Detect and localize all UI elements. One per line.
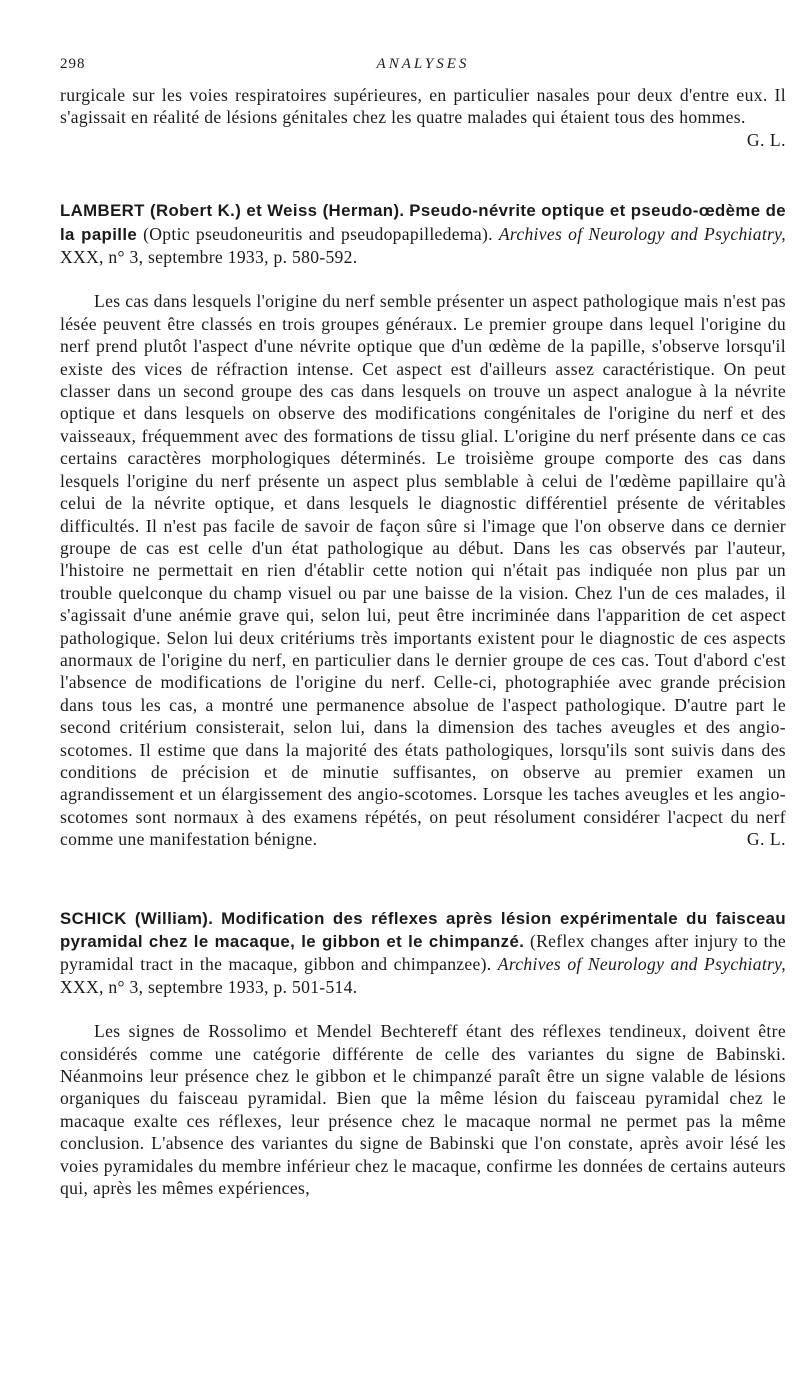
review-journal: Archives of Neurology and Psychiatry, [498, 223, 786, 244]
previous-review-text: rurgicale sur les voies respiratoires supérieures, en particulier nasales pour deux d'entre eux. Il s'agissait en réalité de lésions génitales chez les quatre malades qui étaient tous des hommes. [60, 85, 786, 128]
review-abstract-lambert [60, 290, 786, 850]
running-head [60, 56, 786, 76]
review-journal: Archives of Neurology and Psychiatry, [497, 954, 786, 975]
reviewer-signature: G. L. [746, 829, 786, 850]
review-citation: XXX, n° 3, septembre 1933, p. 501-514. [60, 976, 358, 997]
running-title: ANALYSES [376, 56, 470, 72]
review-author: LAMBERT (Robert K.) et Weiss (Herman). [60, 201, 405, 221]
review-english-title: (Reflex changes after injury to the pyramidal tract in the macaque, gibbon and chimpanzee). [60, 931, 787, 975]
previous-review-tail [60, 84, 786, 150]
review-author: SCHICK (William). [60, 908, 214, 928]
review-abstract-schick [60, 1020, 786, 1199]
review-title: Modification des réflexes après lésion expérimentale du faisceau pyramidal chez le macaque, le gibbon et le chimpanzé. [60, 908, 786, 951]
page-number: 298 [60, 56, 86, 72]
review-english-title: (Optic pseudoneuritis and pseudopapilledema). [143, 223, 493, 244]
page-content [60, 84, 786, 1199]
review-abstract-text: Les cas dans lesquels l'origine du nerf semble présenter un aspect pathologique mais n'est pas lésée peuvent être classés en trois groupes généraux. Le premier groupe dans lequel l'origine du nerf prend plutôt l'aspect d'une névrite optique que d'un œdème de la papille, s'observe lorsqu'il existe des vices de réfraction intense. Cet aspect est d'ailleurs assez caractéristique. On peut classer dans un second groupe des cas dans lesquels on trouve un aspect analogue à la névrite optique et dans lesquels on observe des modifications congénitales de l'origine du nerf et des vaisseaux, fréquemment avec des formations de tissu glial. L'origine du nerf présente dans ce cas certains caractères morphologiques déterminés. Le troisième groupe comporte des cas dans lesquels l'origine du nerf présente un aspect plus semblable à celui de l'œdème papillaire qu'à celui de la névrite optique, et dans lesquels le diagnostic différentiel présente de véritables difficultés. Il n'est pas facile de savoir de façon sûre si l'image que l'on observe dans ce dernier groupe de cas est celle d'un état pathologique au début. Dans les cas observés par l'auteur, l'histoire ne permettait en rien d'établir cette notion qui n'était pas indiquée non plus par un trouble quelconque du champ visuel ou par une baisse de la vision. Chez l'un de ces malades, il s'agissait d'une anémie grave qui, selon lui, peut être incriminée dans l'apparition de cet aspect pathologique. Selon lui deux critériums très importants existent pour le diagnostic de ces aspects anormaux de l'origine du nerf, en particulier dans le dernier groupe de ces cas. Tout d'abord c'est l'absence de modifications de l'origine du nerf. Celle-ci, photographiée avec grande précision dans tous les cas, a montré une permanence absolue de l'aspect pathologique. D'autre part le second critérium consisterait, selon lui, dans la dimension des taches aveugles et des angio-scotomes. Il estime que dans la majorité des états pathologiques, lorsqu'ils sont suivis dans des conditions de précision et de minutie suffisantes, on observe au premier examen un agrandissement et un élargissement des angio-scotomes. Lorsque les taches aveugles et les angio-scotomes sont normaux à des examens répétés, on peut résolument considérer l'acpect du nerf comme une manifestation bénigne. [60, 291, 786, 850]
reviewer-signature: G. L. [746, 129, 786, 150]
review-heading-lambert [60, 199, 786, 268]
review-title: Pseudo-névrite optique et pseudo-œdème de la papille [60, 201, 786, 244]
review-citation: XXX, n° 3, septembre 1933, p. 580-592. [60, 247, 358, 268]
review-heading-schick [60, 907, 786, 999]
review-abstract-text: Les signes de Rossolimo et Mendel Bechtereff étant des réflexes tendineux, doivent être considérés comme une catégorie différente de celle des variantes du signe de Babinski. Néanmoins leur présence chez le gibbon et le chimpanzé paraît être un signe valable de lésions organiques du faisceau pyramidal. Bien que la même lésion du faisceau pyramidal chez le macaque exalte ces réflexes, leur présence chez le macaque normal ne permet pas la même conclusion. L'absence des variantes du signe de Babinski que l'on constate, après avoir lésé les voies pyramidales du membre inférieur chez le macaque, confirme les données de certains auteurs qui, après les mêmes expériences, [60, 1021, 786, 1199]
